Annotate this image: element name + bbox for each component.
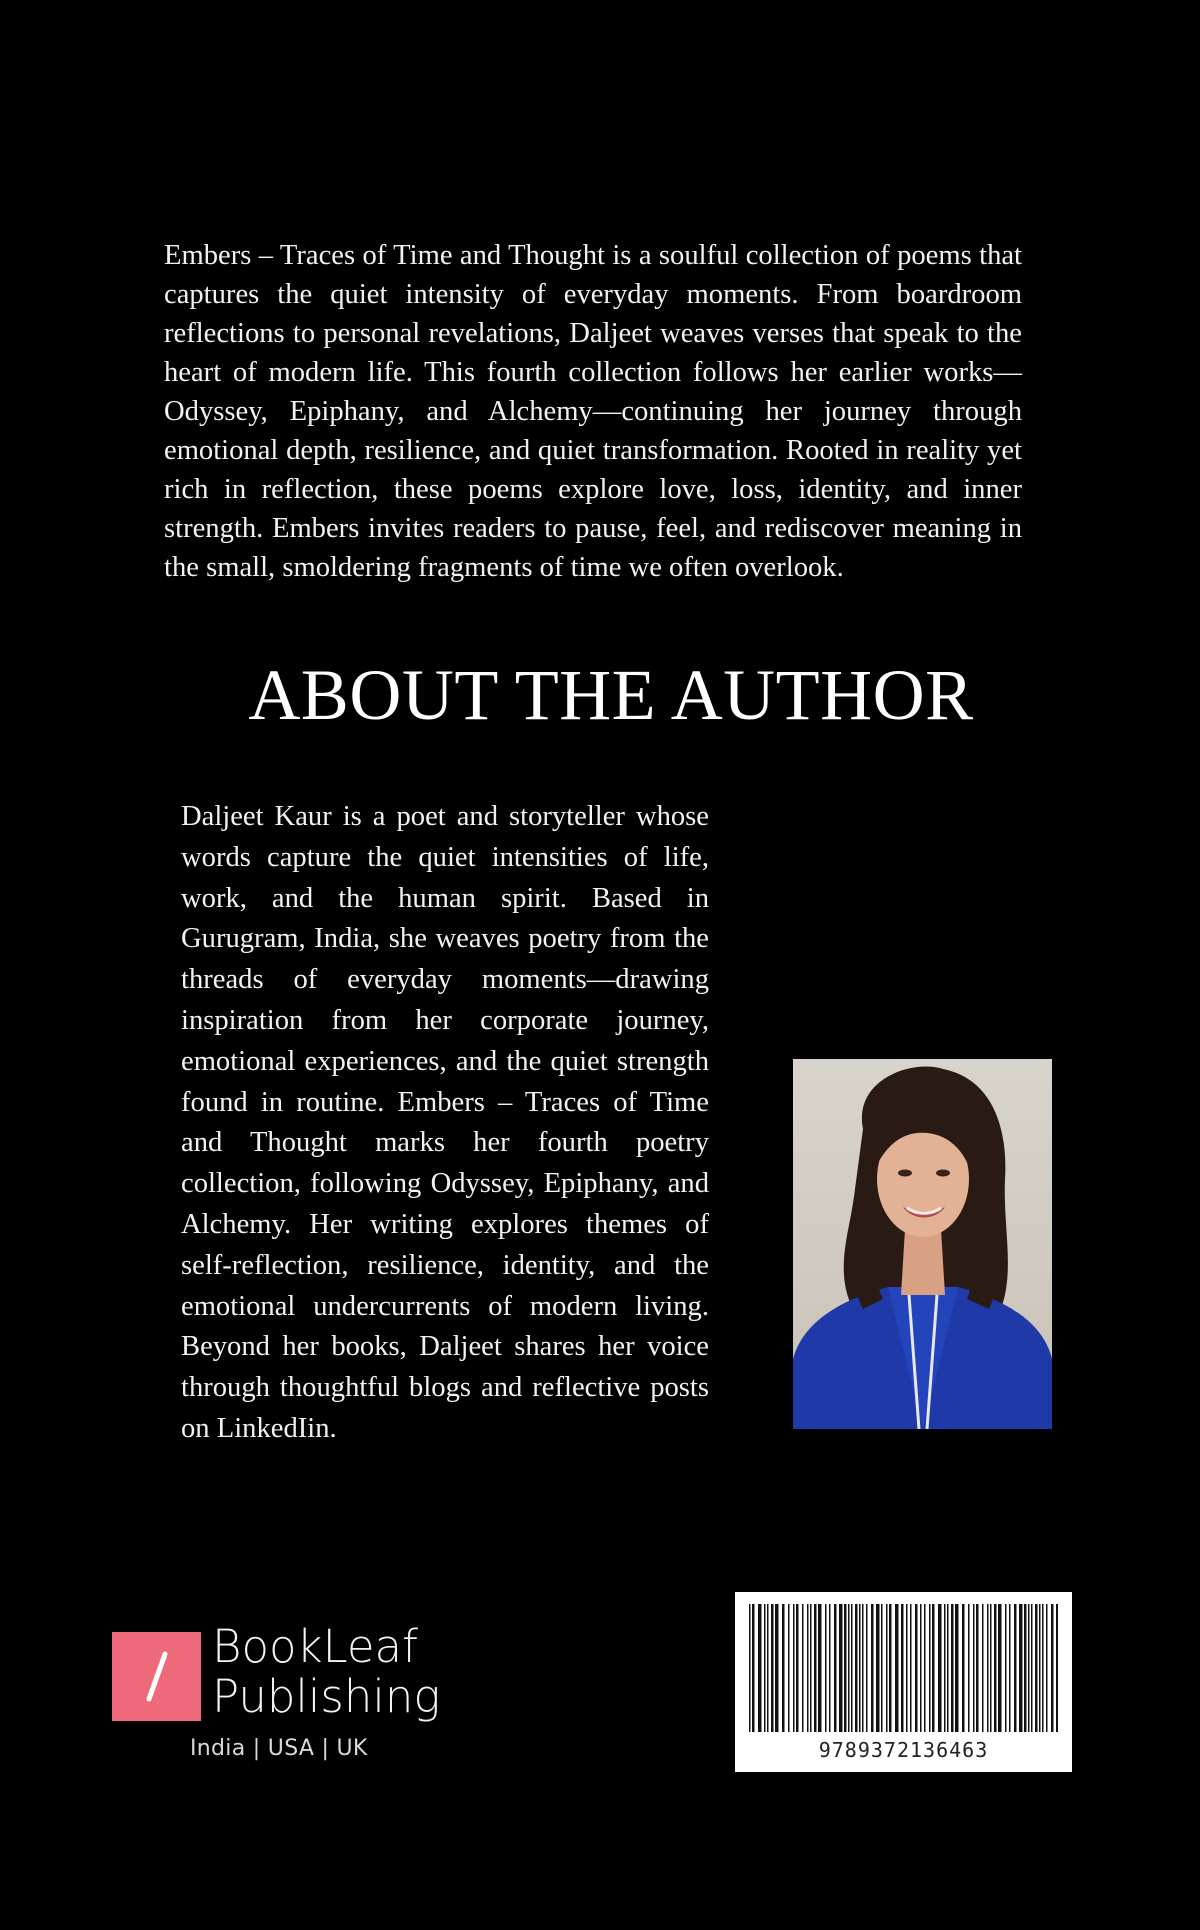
barcode-bar [1051, 1604, 1054, 1732]
barcode-bar [910, 1604, 912, 1732]
barcode-bar [889, 1604, 892, 1732]
barcode-bar [818, 1604, 822, 1732]
barcode-bar [1042, 1604, 1044, 1732]
barcode-bar [848, 1604, 850, 1732]
barcode-bar [788, 1604, 790, 1732]
barcode-bar [881, 1604, 883, 1732]
barcode-bar [752, 1604, 755, 1732]
barcode-bar [866, 1604, 868, 1732]
barcode-bar [796, 1604, 799, 1732]
barcode-bar [829, 1604, 831, 1732]
barcode-bar [844, 1604, 847, 1732]
barcode-bar [810, 1604, 812, 1732]
barcode-bar [987, 1604, 989, 1732]
barcode-bar [851, 1604, 853, 1732]
barcode-bar [1005, 1604, 1007, 1732]
barcode-bar [1009, 1604, 1011, 1732]
publisher-regions: India | USA | UK [190, 1736, 368, 1761]
barcode-bar [895, 1604, 899, 1732]
bookleaf-logo-icon [112, 1632, 201, 1721]
barcode-bar [1024, 1604, 1027, 1732]
barcode-bar [855, 1604, 858, 1732]
barcode-bar [834, 1604, 837, 1732]
book-blurb: Embers – Traces of Time and Thought is a soulful collection of poems that captures the quiet intensity of everyday moments. From boardroom reflections to personal revelations, Daljeet weaves verses that speak to the heart of modern life. This fourth collection follows her earlier works—Odyssey, Epiphany, and Alchemy—continuing her journey through emotional depth, resilience, and quiet transformation. Rooted in reality yet rich in reflection, these poems explore love, loss, identity, and inner strength. Embers invites readers to pause, feel, and rediscover meaning in the small, smoldering fragments of time we often overlook. [164, 240, 1022, 583]
barcode-bar [1035, 1604, 1038, 1732]
barcode-bar [775, 1604, 779, 1732]
barcode-bar [1014, 1604, 1017, 1732]
barcode-bar [901, 1604, 904, 1732]
barcode-bar [814, 1604, 817, 1732]
barcode-bar [994, 1604, 997, 1732]
barcode-bar [998, 1604, 1002, 1732]
barcode-bar [749, 1604, 751, 1732]
barcode-bar [767, 1604, 769, 1732]
barcode-bar [932, 1604, 935, 1732]
barcode-bar [862, 1604, 864, 1732]
isbn-barcode [735, 1592, 1072, 1772]
publisher-name-line2: Publishing [212, 1670, 441, 1723]
barcode-bar [990, 1604, 992, 1732]
barcode-bar [859, 1604, 861, 1732]
barcode-bar [793, 1604, 795, 1732]
barcode-bar [951, 1604, 954, 1732]
barcode-bar [915, 1604, 918, 1732]
barcode-bar [825, 1604, 827, 1732]
barcode-bar [968, 1604, 970, 1732]
barcode-bar [1046, 1604, 1048, 1732]
barcode-bar [758, 1604, 762, 1732]
barcode-bar [924, 1604, 926, 1732]
barcode-bar [876, 1604, 880, 1732]
barcode-bar [962, 1604, 965, 1732]
barcode-bar [947, 1604, 949, 1732]
barcode-bar [886, 1604, 888, 1732]
barcode-bar [955, 1604, 959, 1732]
barcode-bar [982, 1604, 984, 1732]
barcode-bar [973, 1604, 975, 1732]
barcode-bar [1028, 1604, 1030, 1732]
barcode-bar [938, 1604, 942, 1732]
barcode-bar [976, 1604, 979, 1732]
barcode-bar [807, 1604, 809, 1732]
barcode-bar [839, 1604, 843, 1732]
barcode-bar [1039, 1604, 1041, 1732]
isbn-number: 9789372136463 [818, 1738, 989, 1762]
barcode-bar [920, 1604, 922, 1732]
author-photo [793, 1059, 1052, 1429]
barcode-bar [764, 1604, 766, 1732]
author-bio: Daljeet Kaur is a poet and storyteller whose words capture the quiet intensities of life, work, and the human spirit. Based in Gurugram, India, she weaves poetry from the threads of everyday moments—drawing inspiration from her corporate journey, emotional experiences, and the quiet strength found in routine. Embers – Traces of Time and Thought marks her fourth poetry collection, following Odyssey, Epiphany, and Alchemy. Her writing explores themes of self-reflection, resilience, identity, and the emotional undercurrents of modern living. Beyond her books, Daljeet shares her voice through thoughtful blogs and reflective posts on LinkedIin. [181, 801, 709, 1444]
barcode-bar [944, 1604, 946, 1732]
barcode-bar [906, 1604, 908, 1732]
barcode-bar [1019, 1604, 1023, 1732]
barcode-bar [871, 1604, 874, 1732]
barcode-bar [929, 1604, 931, 1732]
about-author-heading: ABOUT THE AUTHOR [248, 655, 974, 735]
barcode-bar [802, 1604, 804, 1732]
barcode-bar [782, 1604, 785, 1732]
publisher-name-line1: BookLeaf [212, 1620, 418, 1673]
barcode-bar [771, 1604, 774, 1732]
barcode-bar [1056, 1604, 1058, 1732]
barcode-bar [1031, 1604, 1033, 1732]
publisher-name [212, 1622, 440, 1722]
